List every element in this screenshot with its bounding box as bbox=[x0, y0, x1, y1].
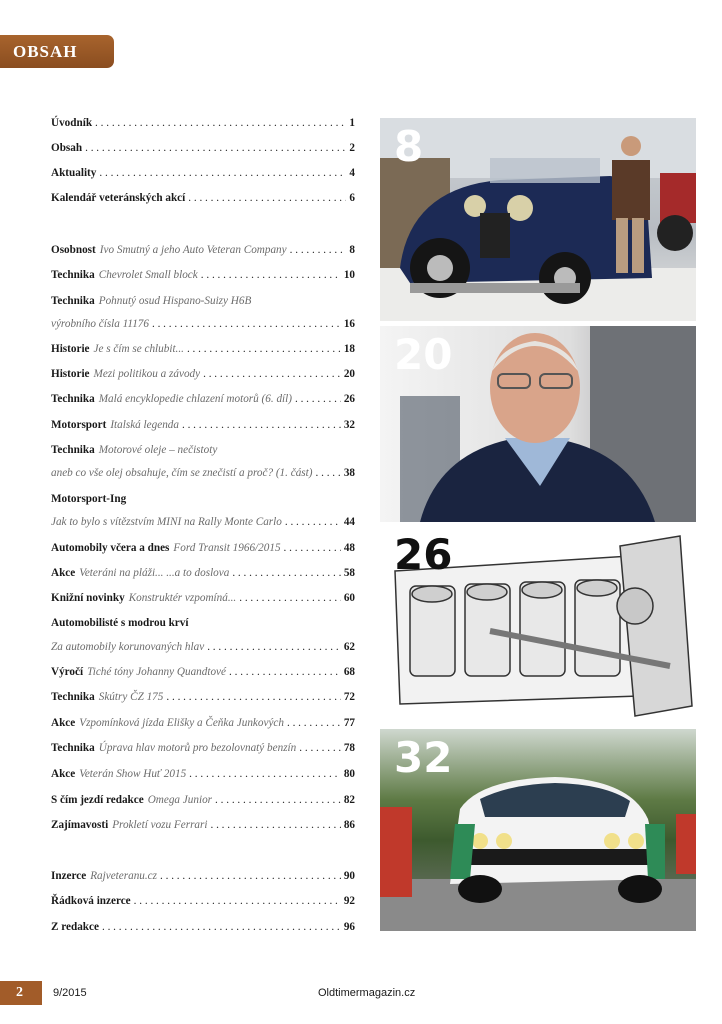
toc-page: 1 bbox=[349, 117, 355, 129]
photo-vintage-car bbox=[380, 118, 696, 321]
toc-title: Tiché tóny Johanny Quandtové bbox=[87, 666, 226, 678]
toc-leader bbox=[166, 690, 340, 704]
toc-entry[interactable] bbox=[51, 793, 355, 807]
toc-category: Technika bbox=[51, 269, 95, 281]
vintage-car-illustration bbox=[380, 118, 696, 321]
toc-category: Inzerce bbox=[51, 870, 87, 882]
toc-title: Chevrolet Small block bbox=[98, 269, 198, 281]
toc-category: Historie bbox=[51, 343, 90, 355]
toc-category: Kalendář veteránských akcí bbox=[51, 192, 186, 204]
toc-entry[interactable] bbox=[51, 141, 355, 155]
toc-category: Technika bbox=[51, 742, 95, 754]
toc-entry[interactable] bbox=[51, 116, 355, 130]
toc-entry[interactable] bbox=[51, 443, 355, 457]
toc-category: Motorsport bbox=[51, 419, 107, 431]
toc-page: 32 bbox=[343, 419, 355, 431]
photo-rally-car bbox=[380, 729, 696, 931]
toc-category: Zajímavosti bbox=[51, 819, 109, 831]
toc-title: Malá encyklopedie chlazení motorů (6. díl) bbox=[98, 393, 292, 405]
toc-leader bbox=[160, 869, 341, 883]
toc-entry[interactable] bbox=[51, 767, 355, 781]
page-footer bbox=[0, 981, 722, 1005]
toc-title: Vzpomínková jízda Elišky a Čeňka Junkových bbox=[79, 717, 284, 729]
page-number-box bbox=[0, 981, 42, 1005]
toc-leader bbox=[189, 767, 341, 781]
toc-leader bbox=[316, 466, 341, 480]
toc-category: Technika bbox=[51, 691, 95, 703]
toc-title: Ford Transit 1966/2015 bbox=[173, 542, 281, 554]
toc-page: 10 bbox=[343, 269, 355, 281]
toc-page: 20 bbox=[343, 368, 355, 380]
toc-category: Úvodník bbox=[51, 117, 93, 129]
toc-category: Obsah bbox=[51, 142, 83, 154]
section-badge-label: OBSAH bbox=[13, 41, 78, 61]
toc-page: 60 bbox=[343, 592, 355, 604]
toc-leader bbox=[232, 566, 340, 580]
toc-entry[interactable] bbox=[51, 317, 355, 331]
toc-entry[interactable] bbox=[51, 640, 355, 654]
toc-title: aneb co vše olej obsahuje, čím se znečistí a proč? (1. část) bbox=[51, 467, 313, 479]
toc-entry[interactable] bbox=[51, 466, 355, 480]
photo-portrait bbox=[380, 326, 696, 522]
photo-page-number: 20 bbox=[394, 330, 453, 379]
toc-leader bbox=[295, 392, 341, 406]
toc-entry[interactable] bbox=[51, 367, 355, 381]
toc-title: Skútry ČZ 175 bbox=[98, 691, 164, 703]
toc-title: Omega Junior bbox=[147, 794, 213, 806]
toc-leader bbox=[188, 191, 346, 205]
toc-title: Je s čím se chlubit... bbox=[93, 343, 184, 355]
photo-page-number: 32 bbox=[394, 733, 453, 782]
toc-leader bbox=[152, 317, 341, 331]
toc-title: Úprava hlav motorů pro bezolovnatý benzín bbox=[98, 742, 297, 754]
website-label[interactable]: Oldtimermagazin.cz bbox=[318, 987, 416, 999]
toc-page: 90 bbox=[343, 870, 355, 882]
toc-title: Ivo Smutný a jeho Auto Veteran Company bbox=[99, 244, 287, 256]
page-number: 2 bbox=[16, 985, 23, 1000]
toc-page: 82 bbox=[343, 794, 355, 806]
toc-leader bbox=[290, 243, 347, 257]
toc-category: Technika bbox=[51, 444, 95, 456]
toc-leader bbox=[207, 640, 341, 654]
toc-page: 8 bbox=[349, 244, 355, 256]
toc-page: 62 bbox=[343, 641, 355, 653]
toc-leader bbox=[201, 268, 341, 282]
toc-page: 86 bbox=[343, 819, 355, 831]
toc-page: 58 bbox=[343, 567, 355, 579]
toc-entry[interactable] bbox=[51, 392, 355, 406]
toc-leader bbox=[284, 541, 341, 555]
toc-leader bbox=[215, 793, 341, 807]
toc-entry[interactable] bbox=[51, 418, 355, 432]
toc-title: Veterán Show Huť 2015 bbox=[79, 768, 187, 780]
toc-leader bbox=[229, 665, 341, 679]
toc-leader bbox=[285, 515, 341, 529]
toc-title: Motorové oleje – nečistoty bbox=[98, 444, 218, 456]
toc-entry[interactable] bbox=[51, 243, 355, 257]
toc-leader bbox=[299, 741, 341, 755]
toc-leader bbox=[210, 818, 340, 832]
toc-page: 68 bbox=[343, 666, 355, 678]
toc-category: Automobily včera a dnes bbox=[51, 542, 170, 554]
toc-title: Pohnutý osud Hispano-Suizy H6B bbox=[98, 295, 252, 307]
toc-category: Automobilisté s modrou krví bbox=[51, 617, 189, 629]
toc-title: Jak to bylo s vítězstvím MINI na Rally Monte Carlo bbox=[51, 516, 282, 528]
toc-entry[interactable] bbox=[51, 294, 355, 308]
toc-category: Řádková inzerce bbox=[51, 895, 131, 907]
photo-page-number: 8 bbox=[394, 122, 424, 171]
toc-page: 78 bbox=[343, 742, 355, 754]
toc-category: Knižní novinky bbox=[51, 592, 125, 604]
toc-page: 44 bbox=[343, 516, 355, 528]
toc-leader bbox=[85, 141, 346, 155]
toc-leader bbox=[287, 716, 341, 730]
toc-page: 6 bbox=[349, 192, 355, 204]
section-badge bbox=[0, 35, 114, 68]
toc-entry[interactable] bbox=[51, 920, 355, 934]
toc-category: Technika bbox=[51, 295, 95, 307]
toc-page: 16 bbox=[343, 318, 355, 330]
toc-entry[interactable] bbox=[51, 869, 355, 883]
toc-title: Rajveteranu.cz bbox=[90, 870, 157, 882]
toc-leader bbox=[99, 166, 346, 180]
photo-engine-drawing bbox=[380, 526, 696, 724]
toc-page: 18 bbox=[343, 343, 355, 355]
toc-entry[interactable] bbox=[51, 716, 355, 730]
toc-page: 77 bbox=[343, 717, 355, 729]
toc-title: Za automobily korunovaných hlav bbox=[51, 641, 205, 653]
toc-title: Mezi politikou a závody bbox=[93, 368, 201, 380]
toc-category: Akce bbox=[51, 717, 76, 729]
toc-leader bbox=[102, 920, 341, 934]
toc-page: 38 bbox=[343, 467, 355, 479]
toc-entry[interactable] bbox=[51, 566, 355, 580]
toc-category: Výročí bbox=[51, 666, 84, 678]
toc-title: Konstruktér vzpomíná... bbox=[128, 592, 237, 604]
toc-entry[interactable] bbox=[51, 492, 355, 506]
toc-entry[interactable] bbox=[51, 665, 355, 679]
toc-entry[interactable] bbox=[51, 166, 355, 180]
toc-page: 72 bbox=[343, 691, 355, 703]
toc-page: 2 bbox=[349, 142, 355, 154]
toc-category: Motorsport-Ing bbox=[51, 493, 127, 505]
toc-category: Osobnost bbox=[51, 244, 96, 256]
toc-page: 96 bbox=[343, 921, 355, 933]
toc-title: výrobního čísla 11176 bbox=[51, 318, 149, 330]
toc-page: 26 bbox=[343, 393, 355, 405]
toc-page: 80 bbox=[343, 768, 355, 780]
toc-entry[interactable] bbox=[51, 741, 355, 755]
toc-leader bbox=[203, 367, 341, 381]
toc-category: Aktuality bbox=[51, 167, 97, 179]
toc-category: Technika bbox=[51, 393, 95, 405]
toc-category: Akce bbox=[51, 567, 76, 579]
toc-entry[interactable] bbox=[51, 541, 355, 555]
toc-page: 48 bbox=[343, 542, 355, 554]
toc-leader bbox=[239, 591, 341, 605]
toc-entry[interactable] bbox=[51, 591, 355, 605]
toc-category: Z redakce bbox=[51, 921, 99, 933]
toc-leader bbox=[134, 894, 341, 908]
toc-entry[interactable] bbox=[51, 616, 355, 630]
toc-title: Prokletí vozu Ferrari bbox=[112, 819, 208, 831]
toc-category: Akce bbox=[51, 768, 76, 780]
toc-entry[interactable] bbox=[51, 268, 355, 282]
toc-leader bbox=[187, 342, 341, 356]
toc-entry[interactable] bbox=[51, 191, 355, 205]
toc-leader bbox=[95, 116, 346, 130]
photo-page-number: 26 bbox=[394, 530, 453, 579]
toc-title: Veteráni na pláži... ...a to doslova bbox=[79, 567, 230, 579]
toc-entry[interactable] bbox=[51, 894, 355, 908]
toc-category: S čím jezdí redakce bbox=[51, 794, 144, 806]
toc-page: 4 bbox=[349, 167, 355, 179]
toc-category: Historie bbox=[51, 368, 90, 380]
toc-title: Italská legenda bbox=[110, 419, 179, 431]
toc-leader bbox=[182, 418, 341, 432]
issue-label: 9/2015 bbox=[53, 987, 87, 999]
toc-entry[interactable] bbox=[51, 515, 355, 529]
toc-entry[interactable] bbox=[51, 342, 355, 356]
toc-page: 92 bbox=[343, 895, 355, 907]
toc-entry[interactable] bbox=[51, 690, 355, 704]
toc-entry[interactable] bbox=[51, 818, 355, 832]
